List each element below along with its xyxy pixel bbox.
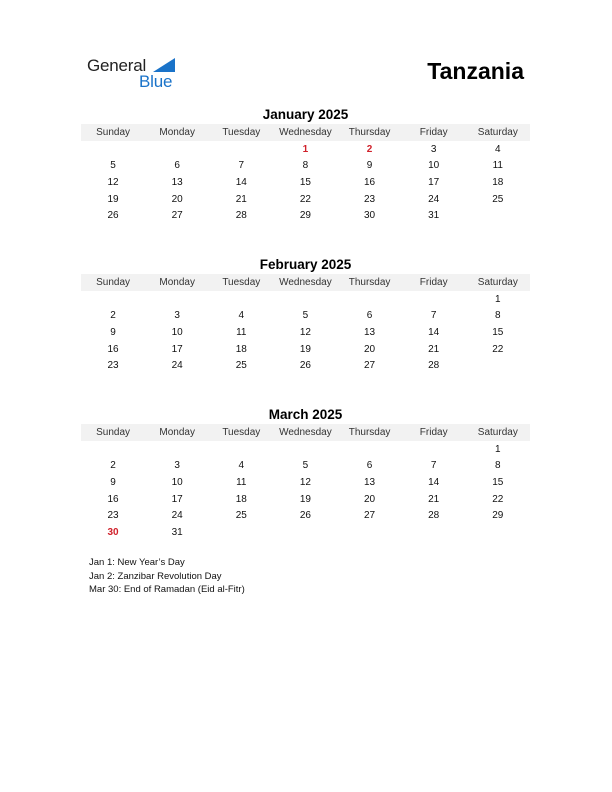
- day-cell: 23: [107, 360, 119, 372]
- day-cell: 1: [495, 443, 501, 455]
- day-cell: 18: [235, 493, 247, 505]
- day-cell: 9: [366, 160, 373, 172]
- weekday-label: Monday: [159, 127, 195, 138]
- day-cell: 19: [107, 193, 119, 205]
- day-cell: 3: [174, 460, 180, 472]
- day-cell: 24: [171, 360, 183, 372]
- day-cell: 19: [299, 343, 311, 355]
- week-row: [81, 291, 530, 308]
- month-calendar-january: [81, 106, 530, 224]
- weekday-label: Tuesday: [222, 127, 261, 138]
- holiday-item: Mar 30: End of Ramadan (Eid al-Fitr): [89, 584, 245, 595]
- month-title: March 2025: [268, 407, 343, 422]
- day-cell: 8: [302, 160, 309, 172]
- day-cell: 6: [174, 160, 180, 172]
- day-cell: 17: [171, 343, 183, 355]
- day-cell: 1: [495, 293, 501, 305]
- day-cell: 30: [364, 210, 376, 222]
- month-title: January 2025: [262, 107, 349, 122]
- day-cell: 7: [430, 460, 437, 472]
- day-cell: 11: [492, 160, 503, 172]
- weekday-label: Friday: [419, 127, 448, 138]
- day-cell: 22: [299, 193, 311, 205]
- day-cell: 15: [492, 326, 504, 338]
- day-cell: 28: [428, 360, 440, 372]
- weekday-header-row: [81, 124, 530, 141]
- weekday-label: Thursday: [348, 277, 391, 288]
- day-cell: 31: [171, 526, 183, 538]
- day-cell: 30: [107, 526, 119, 538]
- day-cell: 5: [110, 160, 116, 172]
- day-cell: 18: [492, 176, 504, 188]
- day-cell: 23: [364, 193, 376, 205]
- day-cell: 5: [302, 460, 309, 472]
- weekday-label: Sunday: [96, 127, 131, 138]
- weekday-label: Saturday: [477, 277, 518, 288]
- day-cell: 12: [299, 476, 311, 488]
- day-cell: 21: [428, 343, 440, 355]
- month-title: February 2025: [259, 257, 352, 272]
- day-cell: 25: [235, 360, 247, 372]
- weekday-label: Saturday: [477, 127, 518, 138]
- day-cell: 17: [171, 493, 183, 505]
- generalblue-logo: [87, 56, 187, 92]
- day-cell: 5: [302, 310, 309, 322]
- day-cell: 4: [238, 460, 245, 472]
- week-row: [81, 491, 530, 508]
- day-cell: 6: [366, 460, 373, 472]
- week-row: [81, 357, 530, 374]
- weekday-label: Thursday: [348, 427, 391, 438]
- day-cell: 22: [492, 493, 504, 505]
- weeks-grid: [81, 291, 530, 374]
- day-cell: 14: [428, 476, 440, 488]
- day-cell: 10: [428, 160, 440, 172]
- weekday-label: Wednesday: [279, 277, 332, 288]
- weekday-label: Sunday: [96, 427, 131, 438]
- day-cell: 4: [495, 143, 501, 155]
- day-cell: 3: [174, 310, 180, 322]
- day-cell: 8: [495, 310, 501, 322]
- day-cell: 23: [107, 510, 119, 522]
- week-row: [81, 341, 530, 358]
- logo-triangle-icon: [153, 58, 175, 72]
- day-cell: 13: [364, 476, 376, 488]
- day-cell: 21: [235, 193, 247, 205]
- month-calendar-march: [81, 406, 530, 541]
- week-row: [81, 207, 530, 224]
- day-cell: 20: [364, 493, 376, 505]
- weekday-label: Tuesday: [222, 427, 261, 438]
- weekday-label: Monday: [159, 277, 195, 288]
- day-cell: 22: [492, 343, 504, 355]
- day-cell: 8: [495, 460, 501, 472]
- day-cell: 10: [171, 326, 183, 338]
- week-row: [81, 507, 530, 524]
- day-cell: 26: [299, 510, 311, 522]
- day-cell: 15: [299, 176, 311, 188]
- week-row: [81, 324, 530, 341]
- day-cell: 14: [428, 326, 440, 338]
- weekday-label: Monday: [159, 427, 195, 438]
- weekday-label: Thursday: [348, 127, 391, 138]
- country-title: Tanzania: [427, 58, 524, 84]
- day-cell: 14: [235, 176, 247, 188]
- week-row: [81, 458, 530, 475]
- weekday-label: Friday: [419, 427, 448, 438]
- day-cell: 7: [430, 310, 437, 322]
- week-row: [81, 141, 530, 158]
- day-cell: 26: [299, 360, 311, 372]
- day-cell: 18: [235, 343, 247, 355]
- weekday-label: Saturday: [477, 427, 518, 438]
- holiday-item: Jan 2: Zanzibar Revolution Day: [89, 570, 222, 582]
- day-cell: 12: [107, 176, 119, 188]
- day-cell: 15: [492, 476, 504, 488]
- day-cell: 26: [107, 210, 119, 222]
- weekday-label: Friday: [419, 277, 448, 288]
- logo-word-general: General: [87, 56, 147, 75]
- holiday-item: Jan 1: New Year’s Day: [89, 557, 185, 568]
- day-cell: 13: [171, 176, 183, 188]
- weekday-header-row: [81, 274, 530, 291]
- week-row: [81, 191, 530, 208]
- day-cell: 27: [364, 360, 376, 372]
- day-cell: 12: [299, 326, 311, 338]
- day-cell: 29: [492, 510, 504, 522]
- weeks-grid: [81, 441, 530, 541]
- day-cell: 24: [428, 193, 440, 205]
- day-cell: 21: [428, 493, 440, 505]
- week-row: [81, 174, 530, 191]
- day-cell: 16: [364, 176, 376, 188]
- day-cell: 13: [364, 326, 376, 338]
- day-cell: 1: [302, 143, 309, 155]
- weekday-label: Sunday: [96, 277, 131, 288]
- weekday-label: Wednesday: [279, 127, 332, 138]
- day-cell: 27: [171, 210, 183, 222]
- week-row: [81, 441, 530, 458]
- day-cell: 17: [428, 176, 440, 188]
- day-cell: 3: [430, 143, 437, 155]
- day-cell: 16: [107, 343, 119, 355]
- day-cell: 24: [171, 510, 183, 522]
- day-cell: 25: [492, 193, 504, 205]
- week-row: [81, 474, 530, 491]
- day-cell: 9: [110, 476, 116, 488]
- holiday-list: [89, 556, 245, 597]
- day-cell: 16: [107, 493, 119, 505]
- day-cell: 9: [110, 326, 116, 338]
- day-cell: 28: [235, 210, 247, 222]
- day-cell: 10: [171, 476, 183, 488]
- day-cell: 6: [366, 310, 373, 322]
- day-cell: 2: [110, 310, 116, 322]
- day-cell: 20: [364, 343, 376, 355]
- day-cell: 20: [171, 193, 183, 205]
- day-cell: 28: [428, 510, 440, 522]
- logo-word-blue: Blue: [139, 72, 173, 91]
- day-cell: 25: [235, 510, 247, 522]
- day-cell: 2: [366, 143, 373, 155]
- day-cell: 31: [428, 210, 440, 222]
- day-cell: 4: [238, 310, 245, 322]
- day-cell: 19: [299, 493, 311, 505]
- day-cell: 27: [364, 510, 376, 522]
- weekday-label: Wednesday: [279, 427, 332, 438]
- week-row: [81, 308, 530, 325]
- day-cell: 11: [236, 326, 247, 338]
- week-row: [81, 524, 530, 541]
- day-cell: 7: [238, 160, 245, 172]
- weekday-label: Tuesday: [222, 277, 261, 288]
- day-cell: 11: [236, 476, 247, 488]
- weeks-grid: [81, 141, 530, 224]
- weekday-header-row: [81, 424, 530, 441]
- day-cell: 29: [299, 210, 311, 222]
- day-cell: 2: [110, 460, 116, 472]
- week-row: [81, 158, 530, 175]
- month-calendar-february: [81, 256, 530, 374]
